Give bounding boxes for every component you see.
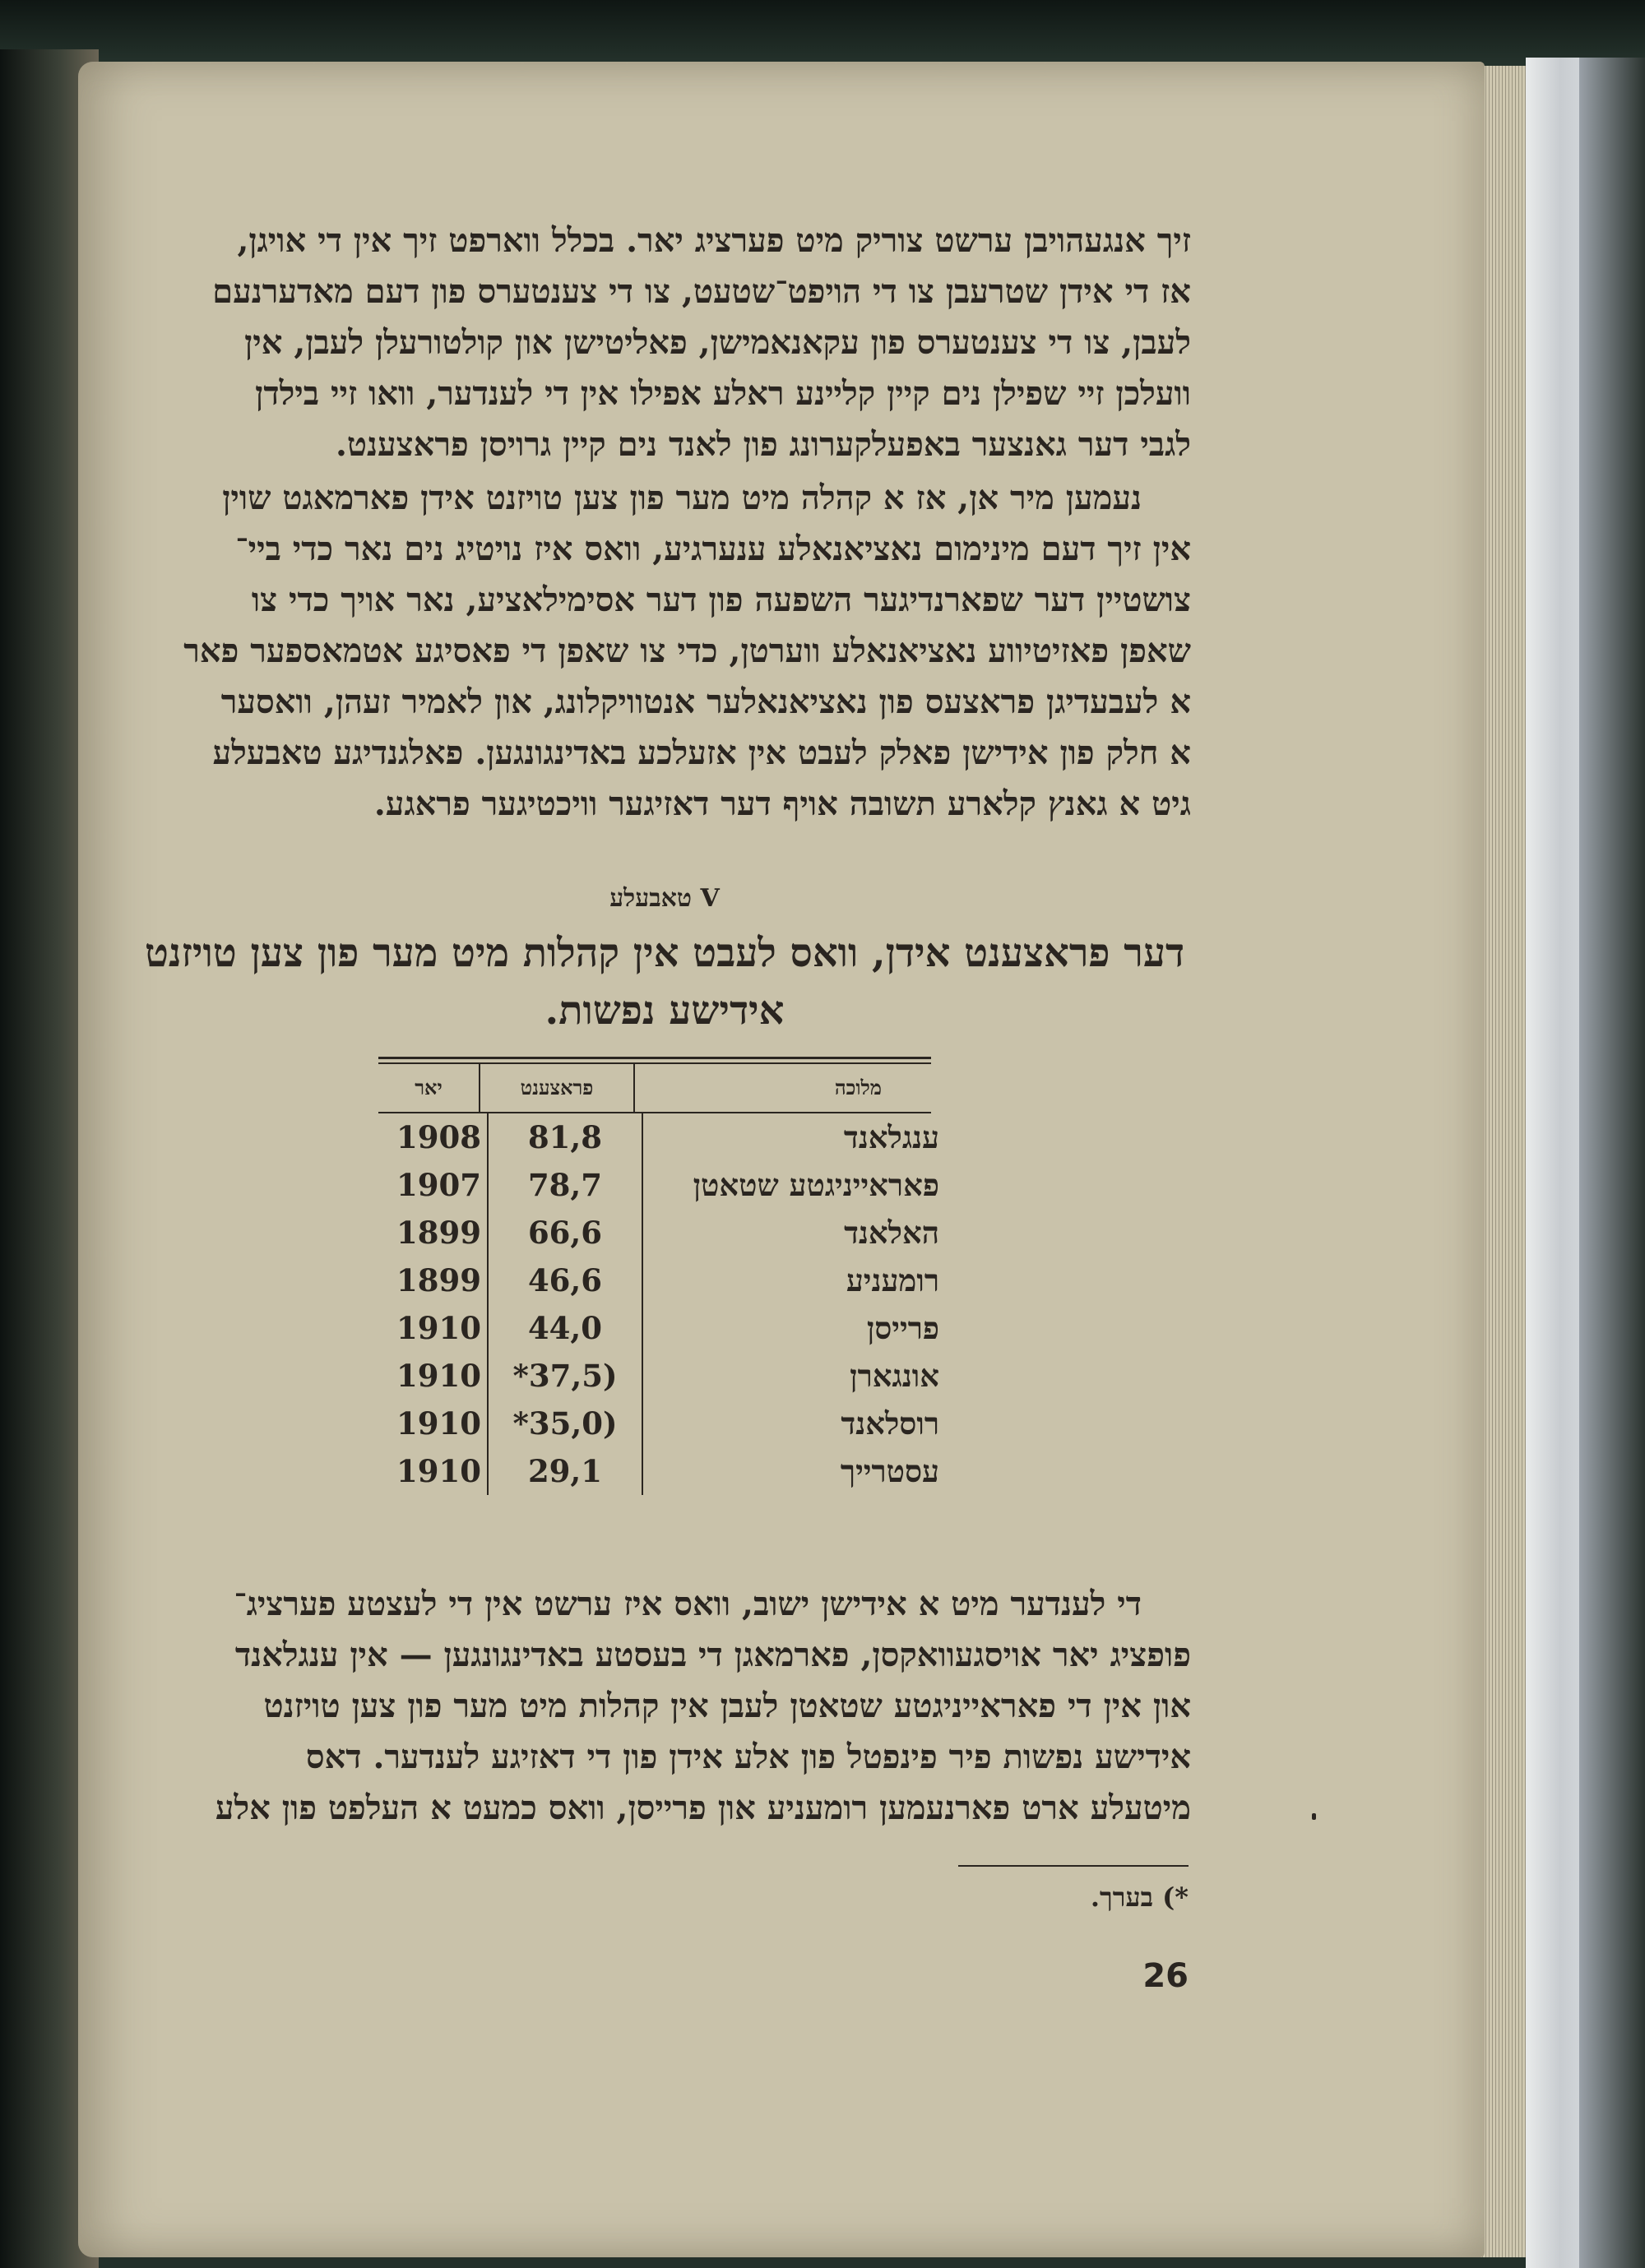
cell-country: רומעניע — [846, 1261, 939, 1298]
cell-country: ענגלאנד — [843, 1118, 939, 1155]
cell-year: 1908 — [396, 1119, 481, 1155]
text-line: אין זיך דעם מינימום נאציאנאלע ענערגיע, וואס איז נויטיג נים נאר כדי ביי־ — [235, 530, 1191, 568]
table-title-line-1: דער פראצענט אידן, וואס לעבט אין קהלות מיט מער פון צען טויזנט — [144, 930, 1185, 976]
scan-edge — [1579, 58, 1645, 2268]
text-line: אז די אידן שטרעבן צו די הויפט־שטעט, צו די צענטערס פון דעם מאדערנעם — [212, 272, 1191, 311]
cell-year: 1910 — [396, 1405, 481, 1442]
text-line: און אין די פאראייניגטע שטאטן לעבן אין קהלות מיט מער פון צען טויזנט — [263, 1687, 1191, 1725]
table-header-row — [378, 1064, 931, 1112]
cell-country: פאראייניגטע שטאטן — [693, 1166, 939, 1203]
page-number: 26 — [1142, 1957, 1189, 1995]
text-line: שאפן פאזיטיווע נאציאנאלע ווערטן, כדי צו שאפן די פאסיגע אטמאספער פאר — [183, 632, 1191, 670]
table-title-line-2: אידישע נפשות. — [544, 987, 785, 1034]
cell-year: 1910 — [396, 1310, 481, 1346]
cell-percent: *37,5) — [487, 1352, 643, 1400]
cell-year: 1907 — [396, 1167, 481, 1203]
table-title — [138, 925, 1191, 1039]
cell-percent: 46,6 — [487, 1257, 643, 1304]
table-row — [378, 1209, 939, 1257]
text-line: נעמען מיר אן, אז א קהלה מיט מער פון צען טויזנט אידן פארמאגט שוין — [222, 479, 1142, 517]
cell-year: 1899 — [396, 1262, 481, 1298]
statistics-table — [378, 1057, 939, 1495]
paragraph-3 — [138, 1579, 1191, 1834]
table-row — [378, 1447, 939, 1495]
text-line: פופציג יאר אויסגעוואקסן, פארמאגן די בעסטע באדינגונגען — אין ענגלאנד — [234, 1636, 1191, 1674]
cell-country: עסטרייך — [840, 1452, 939, 1489]
header-year: יאר — [415, 1076, 443, 1099]
footnote: *) בערך. — [1090, 1882, 1189, 1913]
table-row — [378, 1304, 939, 1352]
text-line: וועלכן זיי שפילן נים קיין קליינע ראלע אפילו אין די לענדער, וואו זיי בילדן — [255, 374, 1191, 413]
header-country: מלוכה — [834, 1076, 882, 1099]
cell-percent: 66,6 — [487, 1209, 643, 1257]
paragraph-2 — [138, 473, 1191, 830]
text-line: א חלק פון אידישן פאלק לעבט אין אזעלכע באדינגונגען. פאלגנדיגע טאבעלע — [212, 734, 1191, 772]
ink-speck — [1312, 1813, 1316, 1820]
text-line: לגבי דער גאנצער באפעלקערונג פון לאנד נים קיין גרויסן פראצענט. — [335, 425, 1191, 464]
table-row — [378, 1257, 939, 1304]
cell-percent: 44,0 — [487, 1304, 643, 1352]
table-body — [378, 1113, 939, 1495]
text-line: די לענדער מיט א אידישן ישוב, וואס איז ערשט אין די לעצטע פערציג־ — [234, 1585, 1142, 1623]
cell-country: אונגארן — [850, 1357, 939, 1394]
table-label: טאבעלע V — [609, 884, 720, 913]
table-row — [378, 1113, 939, 1161]
text-line: צושטיין דער שפארנדיגער השפעה פון דער אסימילאציע, נאר אויך כדי צו — [251, 581, 1191, 619]
table-top-rule — [378, 1057, 931, 1064]
paragraph-1 — [138, 215, 1191, 470]
cell-percent: 81,8 — [487, 1113, 643, 1161]
cell-percent: 78,7 — [487, 1161, 643, 1209]
cell-percent: *35,0) — [487, 1400, 643, 1447]
text-line: זיך אנגעהויבן ערשט צוריק מיט פערציג יאר. בכלל ווארפט זיך אין די אויגן, — [237, 221, 1191, 260]
text-line: אידישע נפשות פיר פינפטל פון אלע אידן פון די דאזיגע לענדער. דאס — [305, 1738, 1191, 1776]
cell-country: האלאנד — [844, 1214, 939, 1251]
header-percent: פראצענט — [479, 1064, 635, 1112]
table-row — [378, 1352, 939, 1400]
cell-percent: 29,1 — [487, 1447, 643, 1495]
cell-country: פרייסן — [866, 1309, 939, 1346]
text-line: גיט א גאנץ קלארע תשובה אויף דער דאזיגער וויכטיגער פראגע. — [373, 785, 1191, 823]
text-line: לעבן, צו די צענטערס פון עקאנאמישן, פאליטישן און קולטורעלן לעבן, אין — [244, 323, 1191, 362]
text-line: מיטעלע ארט פארנעמען רומעניע און פרייסן, וואס כמעט א העלפט פון אלע — [215, 1789, 1191, 1827]
cell-year: 1899 — [396, 1215, 481, 1251]
table-row — [378, 1400, 939, 1447]
cell-year: 1910 — [396, 1358, 481, 1394]
cell-country: רוסלאנד — [841, 1405, 939, 1442]
footnote-rule — [958, 1865, 1189, 1867]
text-line: א לעבעדיגן פראצעס פון נאציאנאלער אנטוויקלונג, און לאמיר זעהן, וואסער — [220, 683, 1191, 721]
cell-year: 1910 — [396, 1453, 481, 1489]
table-row — [378, 1161, 939, 1209]
